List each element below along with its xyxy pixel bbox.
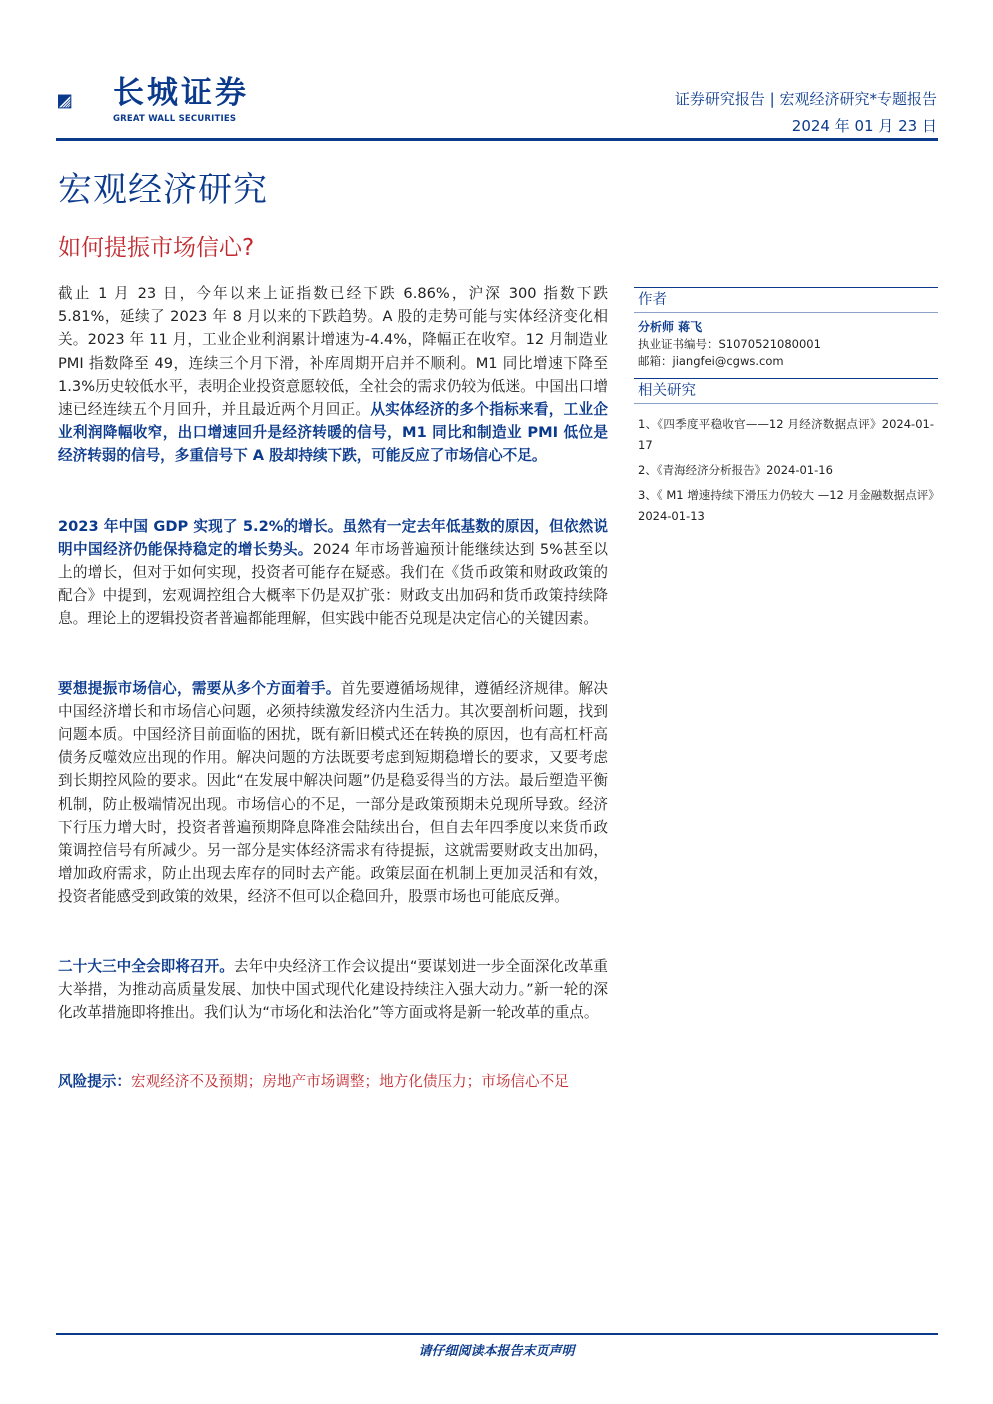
company-name-en: GREAT WALL SECURITIES [113, 114, 237, 124]
great-wall-logo-icon [58, 74, 114, 130]
footer-disclaimer: 请仔细阅读本报告末页声明 [418, 1344, 575, 1359]
paragraph-3-text: 首先要遵循场规律，遵循经济规律。解决中国经济增长和市场信心问题，必须持续激发经济内生活力。其次要剖析问题，找到问题本质。中国经济目前面临的困扰，既有新旧模式还在转换的原因，也有高杠杆高债务反噬效应出现的作用。解决问题的方法既要考虑到短期稳增长的要求，又要考虑到长期控风险的要求。因此“在发展中解决问题”仍是稳妥得当的方法。最后塑造平衡机制，防止极端情况出现。市场信心的不足，一部分是政策预期未兑现所导致。经济下行压力增大时，投资者普遍预期降息降准会陆续出台，但自去年四季度以来货币政策调控信号有所减少。另一部分是实体经济需求有待提振，这就需要财政支出加码，增加政府需求，防止出现去库存的同时去产能。政策层面在机制上更加灵活和有效，投资者能感受到政策的效果，经济不但可以企稳回升，股票市场也可能底反弹。 [58, 679, 608, 906]
paragraph-2-text: 2024 年市场普遍预计能继续达到 5%甚至以上的增长，但对于如何实现，投资者可能存在疑惑。我们在《货币政策和财政政策的配合》中提到，宏观调控组合大概率下仍是双扩张：财政支出加码和货币政策持续降息。理论上的逻辑投资者普遍都能理解，但实践中能否兑现是决定信心的关键因素。 [58, 540, 608, 628]
sidebar [634, 287, 938, 535]
paragraph-4-text: 去年中央经济工作会议提出“要谋划进一步全面深化改革重大举措，为推动高质量发展、加快中国式现代化建设持续注入强大动力。”新一轮的深化改革措施即将推出。我们认为“市场化和法治化”等方面或将是新一轮改革的重点。 [58, 957, 608, 1022]
paragraph-3-highlight: 要想提振市场信心，需要从多个方面着手。 [58, 679, 341, 697]
author-info [634, 313, 938, 378]
paragraph-2 [58, 515, 608, 631]
risk-warning-label: 风险提示： [58, 1073, 131, 1091]
related-research-item[interactable]: 3、《 M1 增速持续下滑压力仍较大 —12 月金融数据点评》2024-01-13 [638, 488, 934, 523]
license-number: 执业证书编号：S1070521080001 [638, 337, 821, 351]
report-date: 2024 年 01 月 23 日 [791, 117, 937, 135]
paragraph-1-highlight: 从实体经济的多个指标来看，工业企业利润降幅收窄，出口增速回升是经济转暖的信号，M1 同比和制造业 PMI 低位是经济转弱的信号，多重信号下 A 股却持续下跌，可能反应了市场信心不足。 [58, 401, 608, 465]
paragraph-1-text: 截止 1 月 23 日，今年以来上证指数已经下跌 6.86%，沪深 300 指数下跌 5.81%，延续了 2023 年 8 月以来的下跌趋势。A 股的走势可能与实体经济变化相关。2023 年 11 月，工业企业利润累计增速为-4.4%，降幅正在收窄。12 月制造业 PMI 指数降至 49，连续三个月下滑，补库周期开启并不顺利。M1 同比增速下降至 1.3%历史较低水平，表明企业投资意愿较低，全社会的需求仍较为低迷。中国出口增速已经连续五个月回升，并且最近两个月回正。 [58, 285, 608, 419]
related-research-heading: 相关研究 [634, 378, 938, 404]
report-type: 证券研究报告 | 宏观经济研究*专题报告 [674, 90, 937, 108]
risk-warning-text: 宏观经济不及预期；房地产市场调整；地方化债压力；市场信心不足 [130, 1073, 569, 1091]
header-divider [56, 138, 938, 141]
related-research-item[interactable]: 1、《四季度平稳收官——12 月经济数据点评》2024-01-17 [638, 417, 934, 452]
paragraph-3 [58, 677, 608, 909]
author-email: 邮箱：jiangfei@cgws.com [638, 354, 784, 368]
report-subtitle: 如何提振市场信心? [58, 235, 255, 261]
paragraph-1 [58, 282, 608, 468]
main-body [58, 282, 608, 1093]
risk-warning [58, 1070, 608, 1093]
paragraph-4 [58, 955, 608, 1025]
related-research-list [634, 404, 938, 535]
page-title: 宏观经济研究 [58, 170, 268, 210]
related-research-item[interactable]: 2、《青海经济分析报告》2024-01-16 [638, 463, 833, 477]
paragraph-4-highlight: 二十大三中全会即将召开。 [58, 957, 234, 975]
author-heading: 作者 [634, 287, 938, 313]
paragraph-2-highlight: 2023 年中国 GDP 实现了 5.2%的增长。虽然有一定去年低基数的原因，但依然说明中国经济仍能保持稳定的增长势头。 [58, 517, 608, 558]
analyst-name: 分析师 蒋飞 [638, 320, 703, 334]
company-name-cn: 长城证券 [113, 75, 249, 111]
footer-divider [56, 1333, 938, 1335]
